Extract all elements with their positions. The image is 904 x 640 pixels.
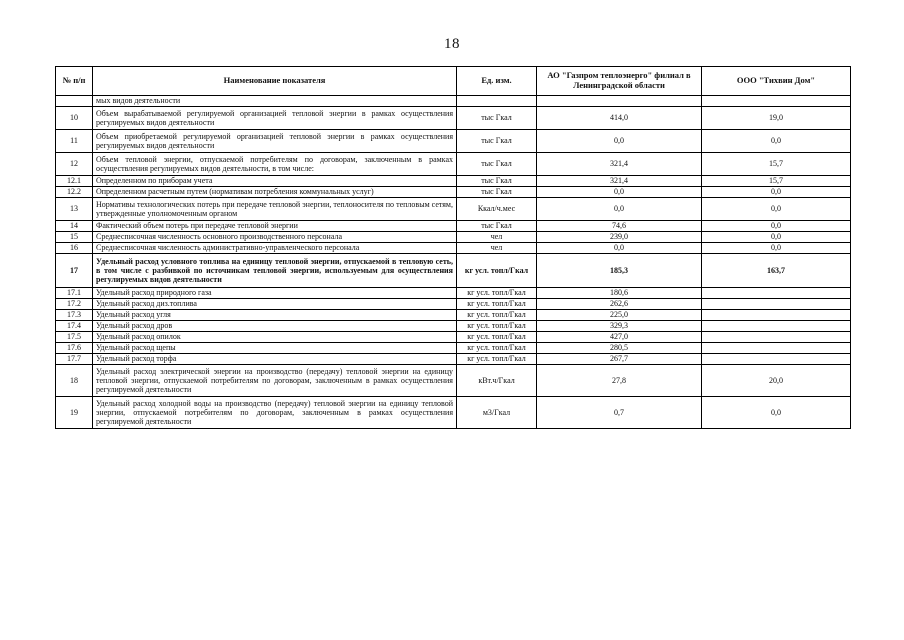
- row-name: Объем вырабатываемой регулируемой организацией тепловой энергии в рамках осуществления регулируемых видов деятельности: [93, 107, 457, 130]
- row-num: 15: [56, 232, 93, 243]
- row-value-b: 0,0: [702, 221, 851, 232]
- row-value-a: 414,0: [537, 107, 702, 130]
- row-num: 17.2: [56, 299, 93, 310]
- row-name: Удельный расход опилок: [93, 332, 457, 343]
- row-unit: чел: [457, 232, 537, 243]
- row-name: Фактический объем потерь при передаче тепловой энергии: [93, 221, 457, 232]
- row-value-a: 427,0: [537, 332, 702, 343]
- row-unit: м3/Гкал: [457, 397, 537, 429]
- header-col-b: ООО "Тихвин Дом": [702, 67, 851, 96]
- row-value-b: [702, 321, 851, 332]
- table-row: [56, 310, 851, 321]
- row-name: Определенном по приборам учета: [93, 176, 457, 187]
- table-row: [56, 153, 851, 176]
- table-header-row: [56, 67, 851, 96]
- table-row: [56, 254, 851, 288]
- row-value-a: 0,0: [537, 243, 702, 254]
- page-number: 18: [444, 36, 460, 52]
- table-row: [56, 365, 851, 397]
- row-name: Среднесписочная численность административно-управленческого персонала: [93, 243, 457, 254]
- row-num: 17.5: [56, 332, 93, 343]
- table-row: [56, 130, 851, 153]
- table-row: [56, 187, 851, 198]
- row-value-a: 185,3: [537, 254, 702, 288]
- row-value-b: [702, 343, 851, 354]
- row-num: 11: [56, 130, 93, 153]
- table-row: [56, 288, 851, 299]
- row-name: Нормативы технологических потерь при передаче тепловой энергии, теплоносителя по тепловым сетям, утвержденные уполномоченным органом: [93, 198, 457, 221]
- header-col-a: АО "Газпром теплоэнерго" филиал в Ленинградской области: [537, 67, 702, 96]
- indicators-table: [55, 66, 851, 429]
- row-num: 17: [56, 254, 93, 288]
- row-value-b: [702, 299, 851, 310]
- row-value-a: 180,6: [537, 288, 702, 299]
- table-row: [56, 343, 851, 354]
- row-num: 13: [56, 198, 93, 221]
- row-unit: кг усл. топл/Гкал: [457, 310, 537, 321]
- row-num: 17.4: [56, 321, 93, 332]
- row-unit: тыс Гкал: [457, 176, 537, 187]
- row-name: Удельный расход электрической энергии на производство (передачу) тепловой энергии на единицу тепловой энергии, отпускаемой потребителям по договорам, заключенным в рамках осуществления регулируемой деятельности: [93, 365, 457, 397]
- row-value-a: 267,7: [537, 354, 702, 365]
- row-name: Удельный расход условного топлива на единицу тепловой энергии, отпускаемой в тепловую сеть, в том числе с разбивкой по источникам тепловой энергии, используемым для осуществления регулируемых видов деятельности: [93, 254, 457, 288]
- row-value-a: 0,0: [537, 130, 702, 153]
- row-value-a: 239,0: [537, 232, 702, 243]
- row-unit: чел: [457, 243, 537, 254]
- row-unit: кг усл. топл/Гкал: [457, 343, 537, 354]
- row-unit: [457, 96, 537, 107]
- row-value-b: [702, 96, 851, 107]
- row-num: [56, 96, 93, 107]
- header-num: № п/п: [56, 67, 93, 96]
- table-row: [56, 397, 851, 429]
- row-num: 12: [56, 153, 93, 176]
- row-unit: кг усл. топл/Гкал: [457, 254, 537, 288]
- row-value-a: 0,0: [537, 187, 702, 198]
- row-value-b: 163,7: [702, 254, 851, 288]
- row-value-b: 0,0: [702, 130, 851, 153]
- table-row: [56, 332, 851, 343]
- row-name: Удельный расход дров: [93, 321, 457, 332]
- row-value-b: 0,0: [702, 232, 851, 243]
- row-unit: тыс Гкал: [457, 130, 537, 153]
- row-num: 16: [56, 243, 93, 254]
- table-row: [56, 198, 851, 221]
- row-value-a: 225,0: [537, 310, 702, 321]
- header-unit: Ед. изм.: [457, 67, 537, 96]
- row-unit: кг усл. топл/Гкал: [457, 299, 537, 310]
- table-row: [56, 243, 851, 254]
- row-value-b: 20,0: [702, 365, 851, 397]
- row-value-b: [702, 332, 851, 343]
- row-value-a: 262,6: [537, 299, 702, 310]
- row-unit: кВт.ч/Гкал: [457, 365, 537, 397]
- row-num: 17.1: [56, 288, 93, 299]
- table-row: [56, 176, 851, 187]
- table-row: [56, 299, 851, 310]
- row-name: Удельный расход торфа: [93, 354, 457, 365]
- header-name: Наименование показателя: [93, 67, 457, 96]
- row-unit: тыс Гкал: [457, 221, 537, 232]
- table-row: [56, 354, 851, 365]
- row-value-a: 74,6: [537, 221, 702, 232]
- row-value-a: 27,8: [537, 365, 702, 397]
- row-name: Удельный расход холодной воды на производство (передачу) тепловой энергии на единицу тепловой энергии, отпускаемой потребителям по договорам, заключенным в рамках осуществления регулируемой деятельности: [93, 397, 457, 429]
- row-unit: тыс Гкал: [457, 153, 537, 176]
- row-value-b: [702, 310, 851, 321]
- row-value-b: 19,0: [702, 107, 851, 130]
- row-value-a: 0,0: [537, 198, 702, 221]
- row-value-b: 0,0: [702, 243, 851, 254]
- row-value-a: 321,4: [537, 176, 702, 187]
- row-name: Удельный расход щепы: [93, 343, 457, 354]
- row-unit: кг усл. топл/Гкал: [457, 321, 537, 332]
- row-value-b: 0,0: [702, 397, 851, 429]
- row-name: Удельный расход диз.топлива: [93, 299, 457, 310]
- row-num: 17.6: [56, 343, 93, 354]
- row-num: 17.7: [56, 354, 93, 365]
- row-name: Удельный расход природного газа: [93, 288, 457, 299]
- row-num: 14: [56, 221, 93, 232]
- row-name: Объем приобретаемой регулируемой организацией тепловой энергии в рамках осуществления регулируемых видов деятельности: [93, 130, 457, 153]
- table-row: [56, 321, 851, 332]
- row-value-a: 321,4: [537, 153, 702, 176]
- table-row: [56, 96, 851, 107]
- row-name: мых видов деятельности: [93, 96, 457, 107]
- row-value-a: [537, 96, 702, 107]
- row-num: 10: [56, 107, 93, 130]
- row-num: 12.1: [56, 176, 93, 187]
- row-unit: кг усл. топл/Гкал: [457, 354, 537, 365]
- table-row: [56, 232, 851, 243]
- row-unit: тыс Гкал: [457, 107, 537, 130]
- row-value-a: 0,7: [537, 397, 702, 429]
- row-num: 17.3: [56, 310, 93, 321]
- row-unit: Ккал/ч.мес: [457, 198, 537, 221]
- row-value-b: 0,0: [702, 198, 851, 221]
- table-row: [56, 107, 851, 130]
- row-name: Удельный расход угля: [93, 310, 457, 321]
- row-unit: кг усл. топл/Гкал: [457, 288, 537, 299]
- row-name: Среднесписочная численность основного производственного персонала: [93, 232, 457, 243]
- row-num: 18: [56, 365, 93, 397]
- row-value-a: 280,5: [537, 343, 702, 354]
- row-name: Объем тепловой энергии, отпускаемой потребителям по договорам, заключенным в рамках осуществления регулируемых видов деятельности, в том числе:: [93, 153, 457, 176]
- row-value-a: 329,3: [537, 321, 702, 332]
- row-value-b: [702, 288, 851, 299]
- table-row: [56, 221, 851, 232]
- row-num: 19: [56, 397, 93, 429]
- row-name: Определенном расчетным путем (нормативам потребления коммунальных услуг): [93, 187, 457, 198]
- row-value-b: 0,0: [702, 187, 851, 198]
- row-value-b: 15,7: [702, 176, 851, 187]
- row-value-b: 15,7: [702, 153, 851, 176]
- row-value-b: [702, 354, 851, 365]
- row-unit: кг усл. топл/Гкал: [457, 332, 537, 343]
- row-unit: тыс Гкал: [457, 187, 537, 198]
- row-num: 12.2: [56, 187, 93, 198]
